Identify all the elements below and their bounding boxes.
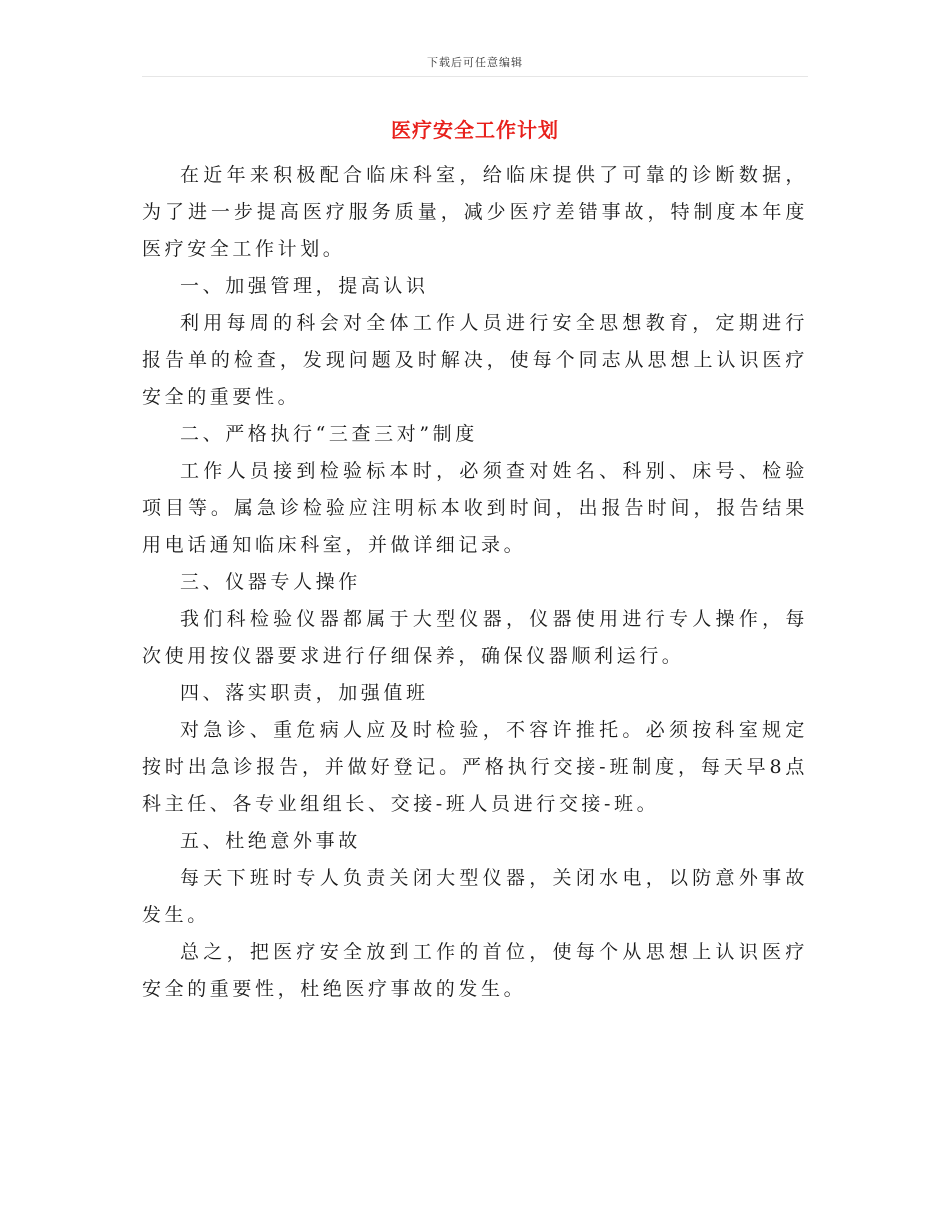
section-heading-5: 五、杜绝意外事故 xyxy=(180,830,361,852)
section-heading-4: 四、落实职责，加强值班 xyxy=(180,682,429,704)
header-note: 下载后可任意编辑 xyxy=(427,56,523,69)
section-heading-1: 一、加强管理，提高认识 xyxy=(180,275,429,297)
section-heading-3: 三、仪器专人操作 xyxy=(180,571,361,593)
section-body-5: 每天下班时专人负责关闭大型仪器，关闭水电，以防意外事故发生。 xyxy=(142,867,808,926)
section-heading-2: 二、严格执行“三查三对”制度 xyxy=(180,423,478,445)
conclusion-paragraph: 总之，把医疗安全放到工作的首位，使每个从思想上认识医疗安全的重要性，杜绝医疗事故的发生。 xyxy=(142,941,808,1000)
section-body-2: 工作人员接到检验标本时，必须查对姓名、科别、床号、检验项目等。属急诊检验应注明标本收到时间，出报告时间，报告结果用电话通知临床科室，并做详细记录。 xyxy=(142,460,808,556)
section-body-3: 我们科检验仪器都属于大型仪器，仪器使用进行专人操作，每次使用按仪器要求进行仔细保养，确保仪器顺利运行。 xyxy=(142,608,808,667)
intro-paragraph: 在近年来积极配合临床科室，给临床提供了可靠的诊断数据，为了进一步提高医疗服务质量，减少医疗差错事故，特制度本年度医疗安全工作计划。 xyxy=(142,164,808,260)
document-body xyxy=(142,157,808,1008)
header-divider xyxy=(142,76,808,77)
document-title: 医疗安全工作计划 xyxy=(391,118,559,142)
section-body-1: 利用每周的科会对全体工作人员进行安全思想教育，定期进行报告单的检查，发现问题及时解决，使每个同志从思想上认识医疗安全的重要性。 xyxy=(142,312,808,408)
section-body-4: 对急诊、重危病人应及时检验，不容许推托。必须按科室规定按时出急诊报告，并做好登记。严格执行交接-班制度，每天早8点科主任、各专业组组长、交接-班人员进行交接-班。 xyxy=(142,719,808,815)
